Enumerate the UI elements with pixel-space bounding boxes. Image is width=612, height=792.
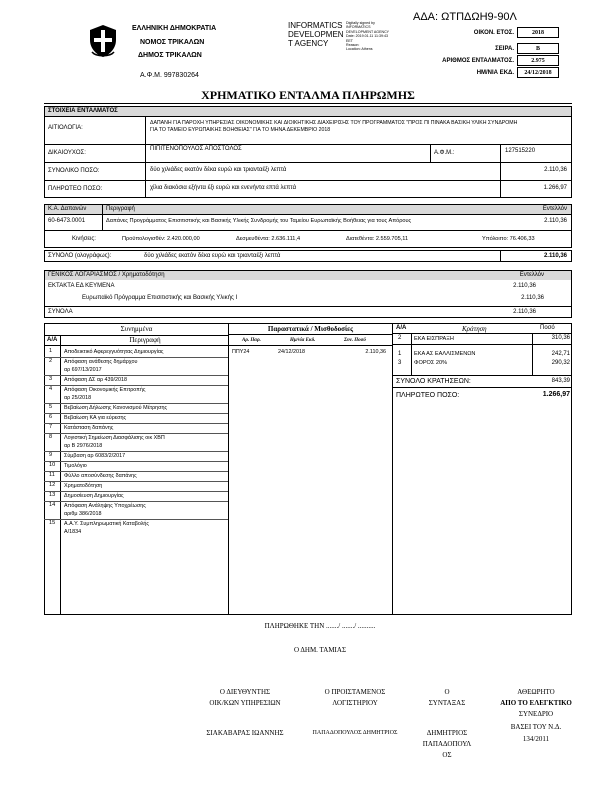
expense-amount: 2.110,36 — [544, 218, 567, 224]
parastatika-col-amount: Συν. Ποσό — [344, 338, 366, 343]
attachment-item: Δημοσίευση Δημιουργίας — [64, 493, 124, 499]
synolo-row — [44, 250, 572, 262]
meta-label-date: ΗΜ/ΝΙΑ ΕΚΔ. — [476, 70, 514, 76]
sig1-title: Ο ΔΙΕΥΘΥΝΤΗΣ — [219, 688, 271, 696]
deduction-2-desc: ΕΚΑ ΑΣ ΕΑΛΛΙΣΜΕΝΩΝ — [414, 351, 476, 357]
attachment-item: Απόφαση ΔΣ αρ 439/2018 — [64, 377, 128, 383]
meta-value-year: 2018 — [517, 27, 559, 38]
sig1-name: ΣΙΑΚΑΒΑΡΑΣ ΙΩΑΝΝΗΣ — [206, 729, 284, 737]
meta-label-number: ΑΡΙΘΜΟΣ ΕΝΤΑΛΜΑΤΟΣ. — [442, 58, 514, 64]
expense-desc: Δαπάνες Προγράμματος Επισιτιστικής και Βασικής Υλικής Συνδρομής του Ταμείου Ευρωπαϊκής Βοήθειας για τους Απόρους — [106, 218, 412, 224]
attachment-number: 4 — [49, 386, 53, 392]
ledger-row-2-value: 2.110,36 — [521, 295, 544, 301]
sig4-line-5: 134/2011 — [522, 735, 550, 743]
attachment-number: 13 — [49, 492, 56, 498]
deduction-2-n: 1 — [398, 351, 402, 357]
sig2-name: ΠΑΠΑΔΟΠΟΥΛΟΣ ΔΗΜΗΤΡΙΟΣ — [312, 730, 398, 736]
attachments-col-aa: Α/Α — [47, 337, 58, 343]
sig2-title: Ο ΠΡΟΙΣΤΑΜΕΝΟΣ — [324, 688, 386, 696]
attachment-number: 6 — [49, 414, 53, 420]
plirotea-words: χίλια διακόσια εξήντα έξι ευρώ και ενενήντα επτά λεπτά — [150, 185, 297, 191]
attachment-item: Απόφαση ανάθεσης δημάρχου αρ 697/13/2017 — [64, 359, 138, 373]
attachment-item: Α.Α.Υ. Συμπληρωματική Καταβολής Α/1834 — [64, 521, 150, 535]
sig1-sub: ΟΙΚ/ΚΩΝ ΥΠΗΡΕΣΙΩΝ — [209, 699, 281, 707]
plirotea-value: 1.266,97 — [543, 185, 567, 191]
digital-signature-text: Digitally signed by INFORMATICS DEVELOPMENT AGENCY Date: 2019.01.11 11:39:43 EET Reason: Location: Athens — [346, 21, 390, 52]
attachment-number: 12 — [49, 482, 56, 488]
sig3-name-2: ΠΑΠΑΔΟΠΟΥΛ — [422, 740, 472, 748]
attachment-item: Απόφαση Οικονομικής Επιτροπής αρ 25/2018 — [64, 387, 146, 401]
attachment-number: 7 — [49, 424, 53, 430]
parastatika-title: Παραστατικά / Μισθοδοσίες — [267, 325, 354, 333]
deductions-col-amount: Ποσό — [540, 325, 555, 331]
ledger-row-2-label: Ευρωπαϊκό Πρόγραμμα Επισιτιστικής και Βασικής Υλικής Ι — [82, 295, 238, 301]
attachment-item: Κατάσταση δαπάνης — [64, 425, 114, 431]
page-title: ΧΡΗΜΑΤΙΚΟ ΕΝΤΑΛΜΑ ΠΛΗΡΩΜΗΣ — [201, 88, 415, 102]
sig3-sub: ΣΥΝΤΑΞΑΣ — [428, 699, 466, 707]
deduction-1-desc: ΕΚΑ ΕΙΣΠΡΑΞΗ — [414, 336, 454, 342]
kiniseis-label: Κινήσεις: — [72, 236, 96, 242]
parastatika-col-date: Ημ/νία Εκδ. — [290, 338, 316, 343]
attachment-item: Απόφαση Ανάληψης Υποχρέωσης αριθμ 386/2018 — [64, 503, 146, 517]
deduction-1-value: 310,36 — [551, 335, 570, 341]
details-header: ΣΤΟΙΧΕΙΑ ΕΝΤΑΛΜΑΤΟΣ — [48, 108, 118, 114]
attachment-item: Βεβαίωση ΚΑ για εύρεσης — [64, 415, 127, 421]
attachments-col-desc: Περιγραφή — [129, 336, 161, 344]
figure-budget: Προϋπολογισθέν: 2.420.000,00 — [122, 236, 200, 242]
informatics-line2: DEVELOPMEN — [288, 30, 344, 39]
synoliko-words: δύο χιλιάδες εκατόν δέκα ευρώ και τριανταέξι λεπτά — [150, 167, 287, 173]
sig2-sub: ΛΟΓΙΣΤΗΡΙΟΥ — [332, 699, 378, 707]
attachment-number: 3 — [49, 376, 53, 382]
attachment-number: 10 — [49, 462, 56, 468]
attachment-number: 8 — [49, 434, 53, 440]
afm-label: Α.Φ.Μ.: — [434, 150, 455, 156]
attachment-number: 5 — [49, 404, 53, 410]
ledger-total-label: ΣΥΝΟΛΑ — [48, 309, 73, 315]
meta-value-number: 2.975 — [517, 55, 559, 66]
ledger-header: ΓΕΝΙΚΟΣ ΛΟΓΑΡΙΑΣΜΟΣ / Χρηματοδότηση — [48, 272, 165, 278]
deduction-3-value: 290,32 — [551, 360, 570, 366]
informatics-line3: T AGENCY — [288, 39, 329, 48]
ada-code: ΑΔΑ: ΩΤΠΔΩΗ9-90Λ — [413, 11, 517, 23]
sig3-name-1: ΔΗΜΗΤΡΙΟΣ — [426, 729, 468, 737]
meta-label-series: ΣΕΙΡΑ. — [495, 46, 514, 52]
ledger-total-value: 2.110,36 — [513, 309, 536, 315]
attachment-item: Βεβαίωση Δήλωσης Κανονισμού Μέτρησης — [64, 405, 168, 411]
attachment-number: 11 — [49, 472, 55, 478]
sig4-line-4: ΒΑΣΕΙ ΤΟΥ Ν.Δ. — [510, 723, 562, 731]
dikaiouxos-value: ΠΙΠΙΤΕΝΟΠΟΥΛΟΣ ΑΠΟΣΤΟΛΟΣ — [150, 146, 242, 152]
synoliko-label: ΣΥΝΟΛΙΚΟ ΠΟΣΟ: — [48, 168, 100, 174]
synolo-label: ΣΥΝΟΛΟ (ολογράφως): — [48, 253, 112, 259]
sig3-title: Ο — [444, 688, 450, 696]
deductions-col-aa: Α/Α — [396, 325, 407, 331]
attachment-number: 14 — [49, 502, 56, 508]
attachment-number: 15 — [49, 520, 56, 526]
parastatika-col-no: Αρ. Παρ. — [242, 338, 261, 343]
aitiologia-label: ΑΙΤΙΟΛΟΓΙΑ: — [48, 125, 83, 131]
deductions-col-desc: Κράτηση — [462, 325, 487, 333]
attachment-number: 9 — [49, 452, 53, 458]
attachment-item: Σύμβαση αρ 6083/2/2017 — [64, 453, 126, 459]
deductions-total-value: 843,39 — [551, 378, 570, 384]
dikaiouxos-label: ΔΙΚΑΙΟΥΧΟΣ: — [48, 150, 86, 156]
sig4-line-3: ΣΥΝΕΔΡΙΟ — [518, 710, 554, 718]
parastatiko-amount: 2.110,36 — [365, 349, 386, 355]
tamias-label: Ο ΔΗΜ. ΤΑΜΙΑΣ — [293, 646, 347, 654]
attachment-item: Τιμολόγιο — [64, 463, 87, 469]
coat-of-arms-icon — [88, 24, 118, 58]
parastatiko-no: ΠΠΥ24 — [232, 349, 250, 355]
expense-header-amount: Εντελλόν — [542, 206, 567, 212]
attachment-number: 2 — [49, 358, 53, 364]
expense-header-ka: Κ.Α. Δαπανών — [48, 206, 87, 212]
deduction-3-desc: ΦΟΡΟΣ 20% — [414, 360, 448, 366]
plirotea-label: ΠΛΗΡΩΤΕΟ ΠΟΣΟ: — [48, 186, 103, 192]
deduction-3-n: 3 — [398, 360, 402, 366]
figure-disposed: Διατεθέντα: 2.559.705,11 — [346, 236, 409, 242]
ledger-header-amount: Εντελλόν — [519, 272, 544, 278]
ledger-row-1-value: 2.110,36 — [513, 283, 536, 289]
attachment-item: Χρηματοδότηση — [64, 483, 103, 489]
meta-value-date: 24/12/2018 — [517, 67, 559, 78]
parastatiko-date: 24/12/2018 — [278, 349, 305, 355]
attachment-item: Αποδεικτικό Αφερεγγυότητας Δημιουργίας — [64, 349, 164, 355]
attachment-item: Φύλλο αποσύνδεσης δαπάνης — [64, 473, 137, 479]
meta-label-year: ΟΙΚΟΝ. ΕΤΟΣ. — [473, 30, 514, 36]
aitiologia-text: ΔΑΠΑΝΗ ΓΙΑ ΠΑΡΟΧΗ ΥΠΗΡΕΣΙΑΣ ΟΙΚΟΝΟΜΙΚΗΣ ΚΑΙ ΔΙΟΙΚΗΤΙΚΗΣ ΔΙΑΧΕΙΡΙΣΗΣ ΤΟΥ ΠΡΟΓΡΑΜΜΑΤΟΣ "ΠΡΟΣ ΠΙ ΠΙΝΑΚΑ ΒΑΣΙΚΗ ΥΛΙΚΗ ΣΥΝΔΡΟΜΗ ΓΙΑ ΤΟ ΤΑΜΕΙΟ ΕΥΡΩΠΑΙΚΗΣ ΒΟΗΘΕΙΑΣ" ΓΙΑ ΤΟ ΜΗΝΑ ΔΕΚΕΜΒΡΙΟ 2018 — [150, 120, 518, 133]
deduction-2-value: 242,71 — [551, 351, 570, 357]
paid-line: ΠΛΗΡΩΘΗΚΕ ΤΗΝ ......./ ......./ .......... — [264, 622, 376, 630]
sig4-line-1: ΑΘΕΩΡΗΤΟ — [517, 688, 555, 696]
expense-header-desc: Περιγραφή — [106, 206, 135, 212]
informatics-line1: INFORMATICS — [288, 21, 343, 30]
sig4-line-2: ΑΠΟ ΤΟ ΕΛΕΓΚΤΙΚΟ — [500, 699, 572, 707]
issuer-line1: ΕΛΛΗΝΙΚΗ ΔΗΜΟΚΡΑΤΙΑ — [132, 25, 217, 32]
deductions-total-label: ΣΥΝΟΛΟ ΚΡΑΤΗΣΕΩΝ: — [396, 378, 471, 385]
sig3-name-3: ΟΣ — [442, 751, 452, 759]
net-value: 1.266,97 — [542, 391, 570, 398]
afm-value: 127515220 — [505, 148, 536, 154]
net-label: ΠΛΗΡΩΤΕΟ ΠΟΣΟ: — [396, 392, 460, 399]
issuer-line3: ΔΗΜΟΣ ΤΡΙΚΑΛΩΝ — [138, 52, 202, 59]
meta-value-series: Β — [517, 43, 559, 54]
figure-remaining: Υπόλοιπο: 76.406,33 — [482, 236, 535, 242]
synoliko-value: 2.110,36 — [544, 167, 567, 173]
ledger-row-1-label: ΕΚΤΑΚΤΑ ΕΔ ΚΕΥΜΕΝΑ — [48, 283, 115, 289]
synolo-words: δύο χιλιάδες εκατόν δέκα ευρώ και τριανταέξι λεπτά — [144, 253, 281, 259]
deduction-1-n: 2 — [398, 335, 402, 341]
issuer-line2: ΝΟΜΟΣ ΤΡΙΚΑΛΩΝ — [140, 39, 205, 46]
attachments-title: Συνημμένα — [120, 325, 153, 333]
synolo-value: 2.110,36 — [543, 253, 567, 259]
attachment-number: 1 — [49, 348, 53, 354]
issuer-afm: Α.Φ.Μ. 997830264 — [140, 72, 199, 79]
attachment-item: Λογιστική Σημείωση Διασφάλισης οικ ΧΒΠ αρ Β 2976/2018 — [64, 435, 165, 449]
expense-ka: 60-6473.0001 — [48, 218, 86, 224]
figure-committed: Δεσμευθέντα: 2.636.111,4 — [236, 236, 301, 242]
